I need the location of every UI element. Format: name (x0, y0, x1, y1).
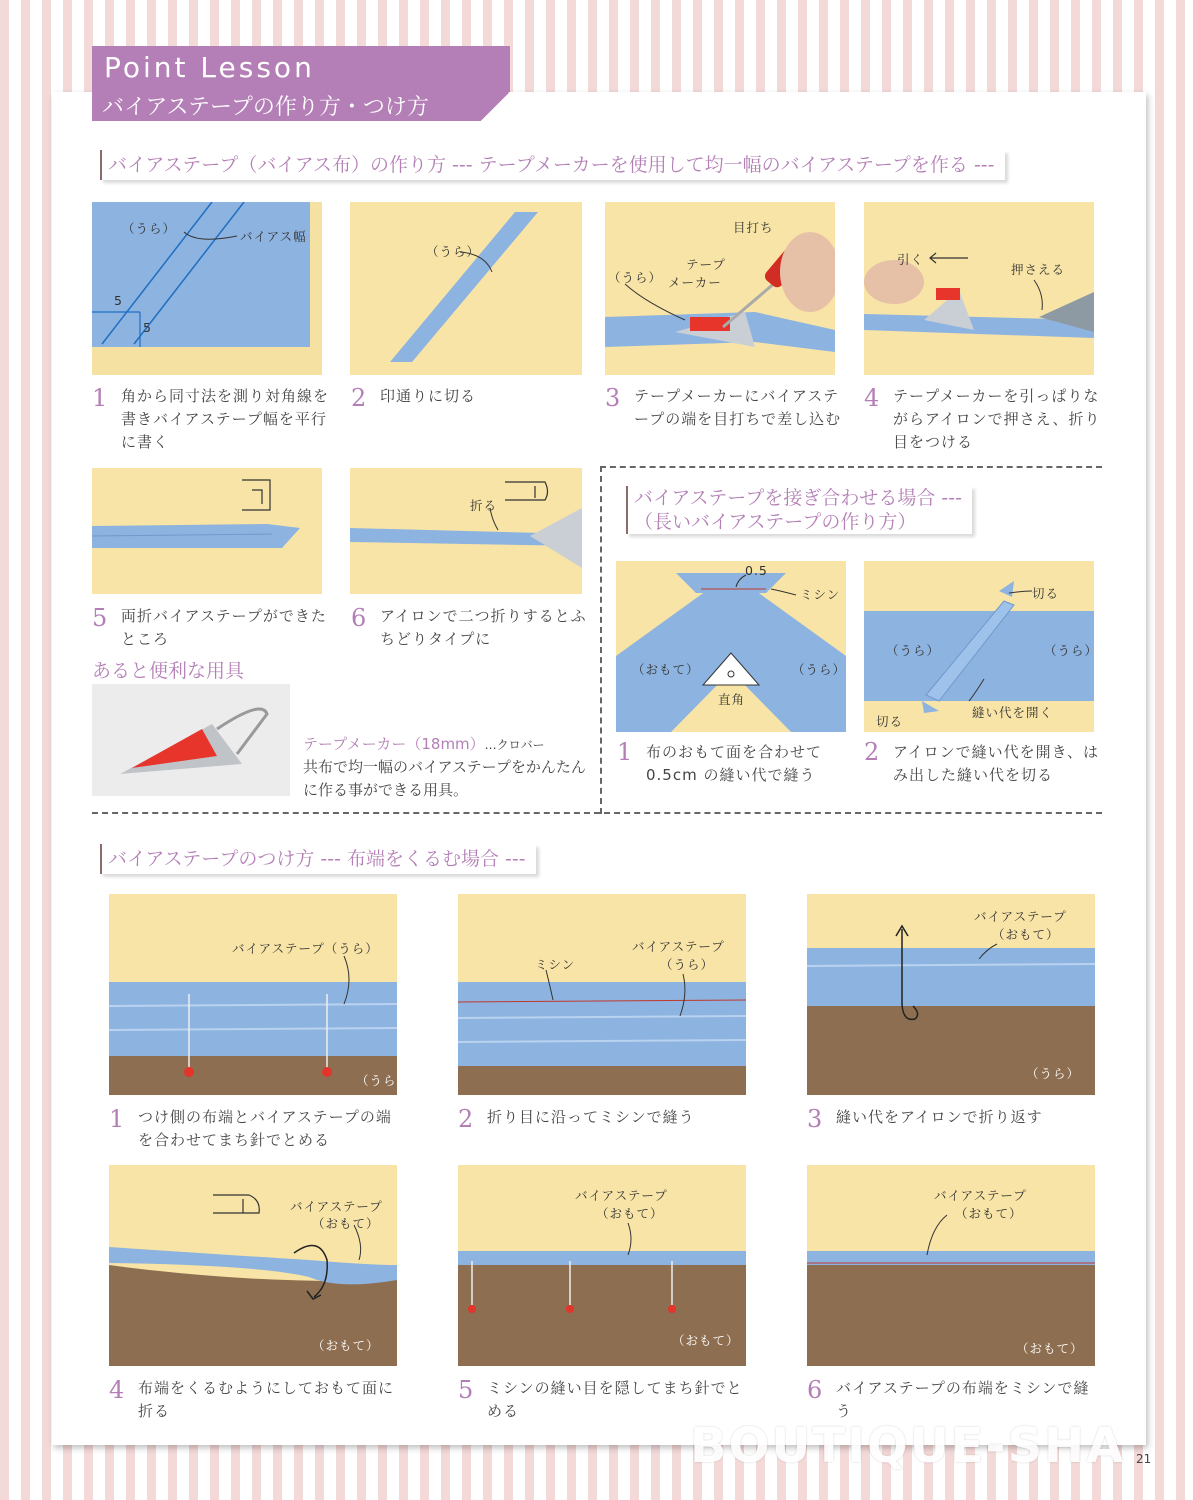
label-pull: 引く (897, 252, 925, 267)
page-number: 21 (1136, 1452, 1152, 1466)
step-number: 5 (92, 604, 108, 632)
label-omote: （おもて） (596, 1206, 664, 1221)
step-number: 3 (807, 1105, 823, 1133)
step-caption: 角から同寸法を測り対角線を書きバイアステープ幅を平行に書く (121, 387, 330, 451)
step-number: 4 (864, 384, 880, 412)
photo-step4 (864, 202, 1094, 375)
label-omote: （おもて） (992, 927, 1060, 942)
label-ura: （うら） (1026, 1066, 1081, 1081)
step-number: 6 (351, 604, 367, 632)
label-ura: （うら） (122, 221, 177, 236)
step-caption: アイロンで二つ折りするとふちどりタイプに (380, 607, 587, 648)
step-number: 2 (351, 384, 367, 412)
label-omote: （おもて） (312, 1216, 380, 1231)
step-caption: アイロンで縫い代を開き、はみ出した縫い代を切る (893, 743, 1100, 784)
label-bias-tape: バイアステープ (632, 939, 725, 954)
step-number: 6 (807, 1376, 823, 1404)
label-maker: メーカー (668, 275, 722, 290)
label-ura: （うら） (660, 957, 715, 972)
step-caption: 縫い代をアイロンで折り返す (836, 1108, 1043, 1126)
step-number: 2 (864, 738, 880, 766)
label-bias-tape: バイアステープ (934, 1188, 1027, 1203)
label-5a: 5 (114, 293, 123, 308)
label-awl: 目打ち (733, 220, 774, 235)
step-caption: テープメーカーを引っぱりながらアイロンで押さえ、折り目をつける (893, 387, 1101, 451)
step-number: 1 (109, 1105, 125, 1133)
label-tape: テープ (686, 257, 726, 272)
lesson-subtitle: バイアステープの作り方・つけ方 (102, 95, 429, 120)
tool-heading: あると便利な用具 (92, 660, 245, 682)
step-number: 4 (109, 1376, 125, 1404)
joining-title (626, 486, 972, 534)
label-5b: 5 (143, 320, 152, 335)
label-bias-tape: バイアステープ (290, 1199, 383, 1214)
tool-description: 共布で均一幅のバイアステープをかんたんに作る事ができる用具。 (303, 758, 586, 799)
step-caption: 印通りに切る (380, 387, 477, 405)
label-cut: 切る (876, 714, 904, 729)
step-caption: つけ側の布端とバイアステープの端を合わせてまち針でとめる (138, 1108, 392, 1149)
publisher-watermark: BOUTIQUE-SHA (690, 1418, 1126, 1474)
label-omote: （おもて） (955, 1206, 1023, 1221)
label-sewing: ミシン (800, 587, 841, 602)
photo-step6 (350, 468, 582, 594)
photo-tape-maker (92, 684, 290, 796)
step-number: 2 (458, 1105, 474, 1133)
label-ura: （うら） (356, 1073, 411, 1088)
label-ura: （うら） (1044, 643, 1099, 658)
dashed-divider-bottom (92, 812, 1102, 814)
dashed-divider-top (600, 466, 1102, 468)
label-omote: （おもて） (632, 662, 700, 677)
label-bias-tape: バイアステープ (575, 1188, 668, 1203)
label-ura: （うら） (426, 244, 481, 259)
section-title-making: バイアステープ（バイアス布）の作り方 --- テープメーカーを使用して均一幅のバイアステープを作る --- (100, 150, 1005, 180)
section-title-attaching: バイアステープのつけ方 --- 布端をくるむ場合 --- (100, 844, 536, 874)
step-number: 1 (92, 384, 108, 412)
photo-attach1 (109, 894, 397, 1095)
step-caption: バイアステープの布端をミシンで縫う (836, 1379, 1090, 1420)
label-bias-tape: バイアステープ (974, 909, 1067, 924)
step-caption: 折り目に沿ってミシンで縫う (487, 1108, 695, 1126)
label-cut: 切る (1032, 586, 1060, 601)
label-bias-tape-ura: バイアステープ（うら） (232, 941, 379, 956)
photo-step2 (350, 202, 582, 375)
label-open-seam: 縫い代を開く (972, 705, 1054, 720)
step-caption: 布端をくるむようにしておもて面に折る (138, 1379, 395, 1420)
label-omote: （おもて） (312, 1338, 380, 1353)
tool-maker: …クロバー (484, 738, 545, 752)
label-0.5: 0.5 (745, 563, 768, 578)
label-right-angle: 直角 (718, 692, 746, 707)
label-sewing: ミシン (535, 957, 576, 972)
joining-title-line1: バイアステープを接ぎ合わせる場合 --- (634, 487, 962, 509)
joining-title-line2: （長いバイアステープの作り方） (634, 511, 917, 533)
dashed-divider-left (600, 466, 602, 814)
label-fold: 折る (470, 498, 498, 513)
step-number: 1 (617, 738, 633, 766)
label-ura: （うら） (792, 662, 847, 677)
label-ura: （うら） (886, 643, 941, 658)
step-number: 3 (605, 384, 621, 412)
tool-name (303, 733, 545, 754)
photo-step5 (92, 468, 322, 594)
label-press: 押さえる (1011, 262, 1066, 277)
step-caption: テープメーカーにバイアステープの端を目打ちで差し込む (634, 387, 842, 428)
tool-name-text: テープメーカー（18mm） (303, 735, 485, 753)
label-bias-width: バイアス幅 (240, 229, 307, 244)
step-caption: 両折バイアステープができたところ (121, 607, 327, 648)
label-omote: （おもて） (1016, 1341, 1084, 1356)
step-number: 5 (458, 1376, 474, 1404)
label-omote: （おもて） (672, 1333, 740, 1348)
step-caption: ミシンの縫い目を隠してまち針でとめる (487, 1379, 743, 1420)
lesson-title: Point Lesson (104, 51, 315, 84)
step-caption: 布のおもて面を合わせて0.5cm の縫い代で縫う (646, 743, 823, 784)
photo-attach2 (458, 894, 746, 1095)
header-fold-corner (480, 92, 510, 121)
lesson-header (92, 46, 510, 121)
label-ura: （うら） (608, 270, 663, 285)
